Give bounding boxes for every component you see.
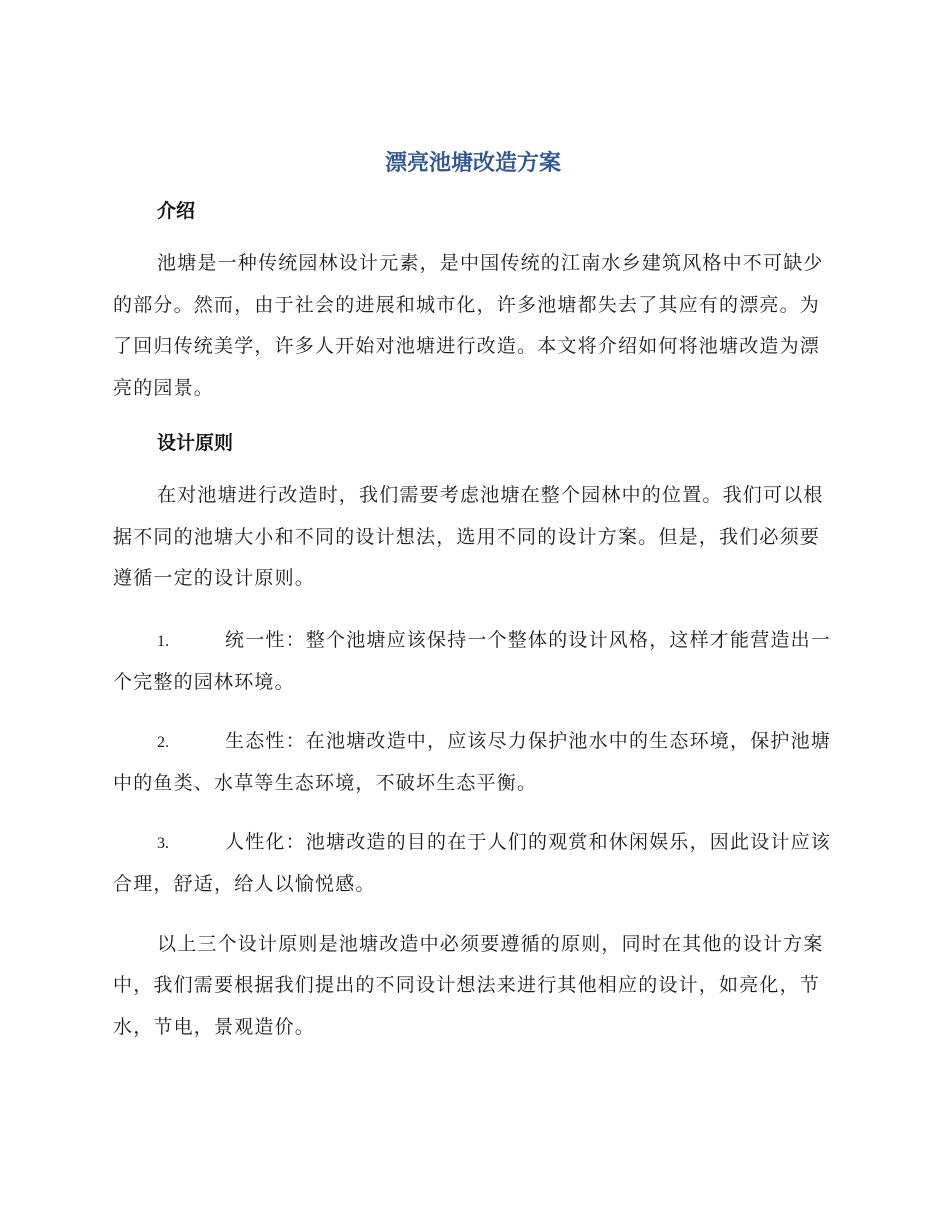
list-item: [113, 620, 833, 704]
section-heading-design-principles: 设计原则: [157, 432, 234, 454]
list-item-number: 3.: [157, 834, 169, 852]
list-item-text: 统一性：整个池塘应该保持一个整体的设计风格，这样才能营造出一个完整的园林环境。: [113, 628, 832, 693]
list-item: [113, 721, 833, 805]
list-item-text: 生态性：在池塘改造中，应该尽力保护池水中的生态环境，保护池塘中的鱼类、水草等生态环境，不破坏生态平衡。: [113, 729, 832, 794]
intro-paragraph: 池塘是一种传统园林设计元素，是中国传统的江南水乡建筑风格中不可缺少的部分。然而，由于社会的进展和城市化，许多池塘都失去了其应有的漂亮。为了回归传统美学，许多人开始对池塘进行改造。本文将介绍如何将池塘改造为漂亮的园景。: [113, 252, 824, 399]
list-item-text: 人性化：池塘改造的目的在于人们的观赏和休闲娱乐，因此设计应该合理，舒适，给人以愉悦感。: [113, 830, 832, 895]
closing-paragraph: 以上三个设计原则是池塘改造中必须要遵循的原则，同时在其他的设计方案中，我们需要根据我们提出的不同设计想法来进行其他相应的设计，如亮化，节水，节电，景观造价。: [113, 932, 824, 1038]
document-page: [113, 148, 833, 1068]
list-item: [113, 822, 833, 906]
document-title: 漂亮池塘改造方案: [384, 151, 561, 176]
section-heading-intro: 介绍: [157, 200, 196, 222]
design-principles-list: [113, 620, 833, 906]
design-principles-paragraph: 在对池塘进行改造时，我们需要考虑池塘在整个园林中的位置。我们可以根据不同的池塘大小和不同的设计想法，选用不同的设计方案。但是，我们必须要遵循一定的设计原则。: [113, 484, 824, 589]
list-item-number: 2.: [157, 733, 169, 751]
list-item-number: 1.: [157, 632, 169, 650]
